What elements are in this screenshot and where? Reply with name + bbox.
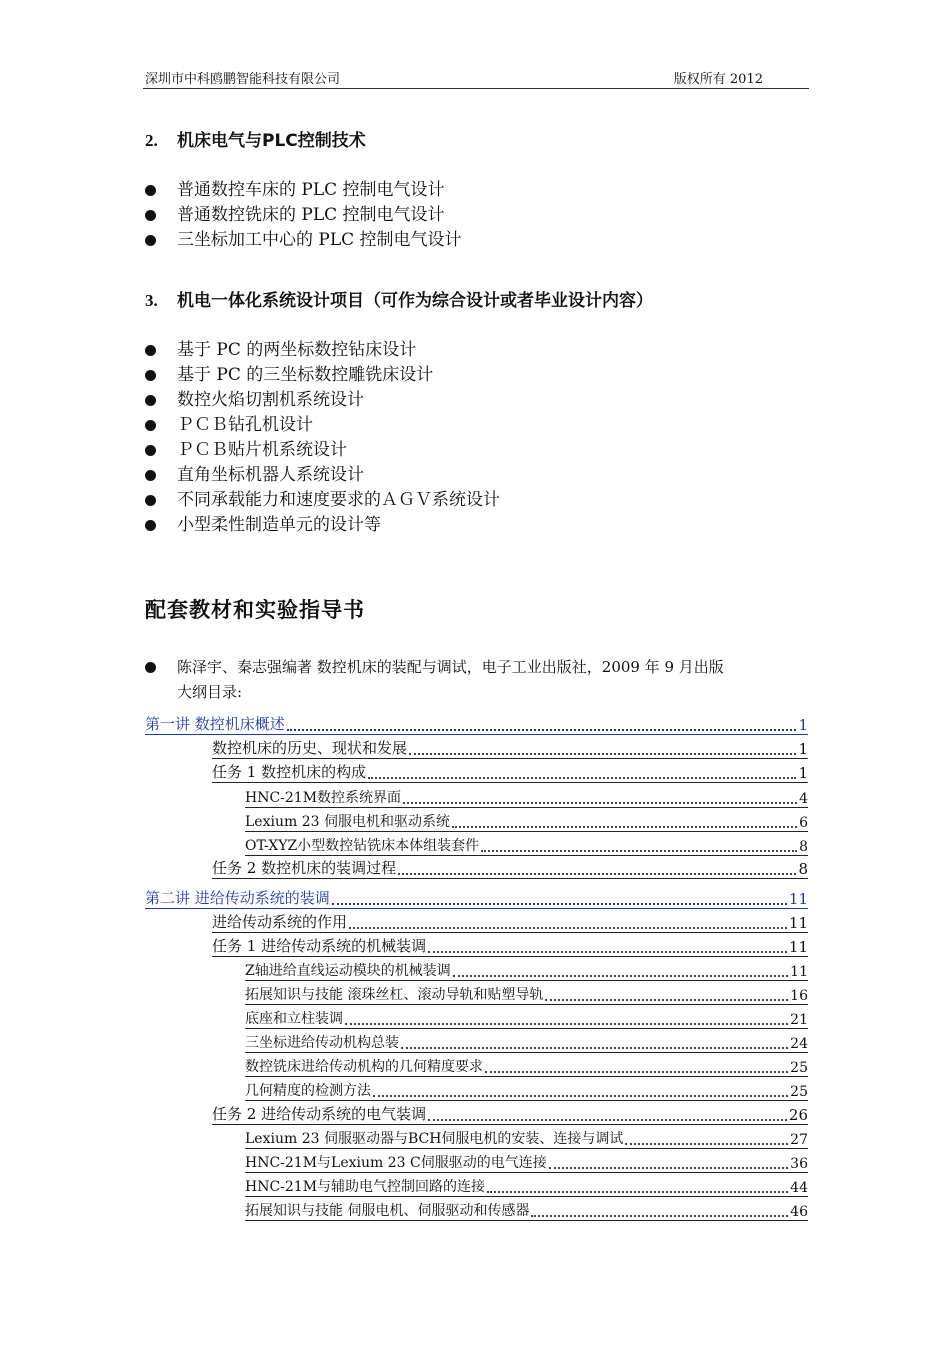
toc-page-number: 21	[790, 1012, 808, 1028]
toc-entry-title: 任务 2 数控机床的装调过程	[212, 859, 397, 877]
toc-page-number: 11	[790, 964, 808, 980]
section-3-title: 机电一体化系统设计项目（可作为综合设计或者毕业设计内容）	[177, 291, 653, 311]
header-copyright: 版权所有 2012	[673, 72, 763, 87]
toc-page-number: 6	[799, 815, 808, 831]
toc-page-number: 8	[799, 839, 808, 855]
toc-chapter-link[interactable]	[145, 886, 808, 909]
toc-entry-title: Lexium 23 伺服驱动器与BCH伺服电机的安装、连接与调试	[245, 1131, 624, 1147]
list-item: 普通数控车床的 PLC 控制电气设计	[145, 178, 462, 203]
toc-entry-title: 三坐标进给传动机构总装	[245, 1035, 399, 1051]
toc-entry-link[interactable]	[212, 1102, 808, 1125]
outline-label: 大纲目录:	[177, 683, 243, 701]
section-2-number: 2.	[145, 131, 158, 150]
toc-leader-dots	[428, 1105, 787, 1121]
toc-leader-dots	[409, 739, 796, 755]
toc-leader-dots	[531, 1201, 788, 1217]
section-3-number: 3.	[145, 291, 158, 310]
toc-entry-link[interactable]	[245, 1078, 808, 1101]
list-item: 基于 PC 的两坐标数控钻床设计	[145, 338, 500, 363]
toc-entry-link[interactable]	[245, 1006, 808, 1029]
toc-leader-dots	[453, 961, 788, 977]
toc-leader-dots	[332, 889, 787, 905]
toc-entry-link[interactable]	[245, 785, 808, 808]
list-item: 数控火焰切割机系统设计	[145, 388, 500, 413]
toc-entry-link[interactable]	[245, 833, 808, 856]
toc-page-number: 25	[790, 1060, 808, 1076]
toc-leader-dots	[452, 812, 797, 828]
toc-page-number: 8	[798, 860, 808, 878]
toc-entry-title: 拓展知识与技能 伺服电机、伺服驱动和传感器	[245, 1203, 530, 1219]
toc-entry-title: 几何精度的检测方法	[245, 1083, 371, 1099]
toc-entry-link[interactable]	[245, 1030, 808, 1053]
list-item: 基于 PC 的三坐标数控雕铣床设计	[145, 363, 500, 388]
toc-entry-link[interactable]	[212, 934, 808, 957]
toc-entry-title: 任务 1 数控机床的构成	[212, 763, 367, 781]
toc-entry-link[interactable]	[212, 760, 808, 783]
toc-page-number: 46	[790, 1204, 808, 1220]
toc-entry-link[interactable]	[245, 958, 808, 981]
toc-leader-dots	[545, 985, 788, 1001]
materials-heading: 配套教材和实验指导书	[145, 598, 365, 622]
toc-page-number: 1	[798, 716, 808, 734]
toc-leader-dots	[549, 1153, 788, 1169]
toc-entry-title: 底座和立柱装调	[245, 1011, 343, 1027]
toc-entry-link[interactable]	[245, 1150, 808, 1173]
toc-leader-dots	[481, 836, 797, 852]
toc-page-number: 11	[788, 890, 808, 908]
toc-page-number: 11	[788, 938, 808, 956]
toc-page-number: 16	[790, 988, 808, 1004]
toc-entry-title: HNC-21M数控系统界面	[245, 790, 402, 806]
toc-leader-dots	[373, 1081, 788, 1097]
toc-entry-link[interactable]	[245, 982, 808, 1005]
list-item: ＰＣＢ贴片机系统设计	[145, 438, 500, 463]
list-item: 小型柔性制造单元的设计等	[145, 513, 500, 538]
book-citation: 陈泽宇、秦志强编著 数控机床的装配与调试，电子工业出版社，2009 年 9 月出版	[177, 658, 724, 676]
toc-entry-link[interactable]	[212, 856, 808, 879]
toc-entry-link[interactable]	[245, 809, 808, 832]
toc-page-number: 1	[798, 764, 808, 782]
toc-entry-link[interactable]	[245, 1126, 808, 1149]
toc-page-number: 1	[798, 740, 808, 758]
toc-leader-dots	[345, 1009, 788, 1025]
toc-page-number: 36	[790, 1156, 808, 1172]
toc-entry-title: 数控机床的历史、现状和发展	[212, 739, 408, 757]
list-item: 三坐标加工中心的 PLC 控制电气设计	[145, 228, 462, 253]
toc-entry-link[interactable]	[245, 1198, 808, 1221]
toc-entry-title: HNC-21M与辅助电气控制回路的连接	[245, 1179, 486, 1195]
toc-page-number: 25	[790, 1084, 808, 1100]
list-item: ＰＣＢ钻孔机设计	[145, 413, 500, 438]
toc-leader-dots	[403, 788, 797, 804]
toc-page-number: 27	[790, 1132, 808, 1148]
toc-entry-title: 第二讲 进给传动系统的装调	[145, 889, 330, 907]
toc-entry-title: 任务 1 进给传动系统的机械装调	[212, 937, 427, 955]
toc-page-number: 44	[790, 1180, 808, 1196]
toc-entry-title: 第一讲 数控机床概述	[145, 715, 285, 733]
toc-leader-dots	[428, 937, 787, 953]
toc-leader-dots	[287, 715, 797, 731]
toc-entry-link[interactable]	[212, 910, 808, 933]
toc-entry-title: OT-XYZ小型数控钻铣床本体组装套件	[245, 838, 480, 854]
toc-chapter-link[interactable]	[145, 712, 808, 735]
toc-page-number: 26	[788, 1106, 808, 1124]
toc-leader-dots	[401, 1033, 788, 1049]
toc-entry-link[interactable]	[245, 1054, 808, 1077]
toc-leader-dots	[368, 763, 796, 779]
toc-entry-title: 拓展知识与技能 滚珠丝杠、滚动导轨和贴塑导轨	[245, 987, 544, 1003]
section-2-title: 机床电气与PLC控制技术	[177, 131, 366, 151]
toc-entry-title: HNC-21M与Lexium 23 C伺服驱动的电气连接	[245, 1155, 547, 1171]
toc-entry-link[interactable]	[212, 736, 808, 759]
toc-leader-dots	[349, 913, 787, 929]
toc-leader-dots	[487, 1177, 788, 1193]
list-item: 直角坐标机器人系统设计	[145, 463, 500, 488]
header-company: 深圳市中科鸥鹏智能科技有限公司	[145, 72, 341, 87]
toc-leader-dots	[485, 1057, 788, 1073]
toc-entry-title: 任务 2 进给传动系统的电气装调	[212, 1105, 427, 1123]
toc-leader-dots	[398, 859, 796, 875]
toc-page-number: 11	[788, 914, 808, 932]
toc-leader-dots	[625, 1129, 788, 1145]
toc-page-number: 4	[799, 791, 808, 807]
list-item: 普通数控铣床的 PLC 控制电气设计	[145, 203, 462, 228]
toc-entry-link[interactable]	[245, 1174, 808, 1197]
toc-page-number: 24	[790, 1036, 808, 1052]
toc-entry-title: 数控铣床进给传动机构的几何精度要求	[245, 1059, 483, 1075]
list-item: 不同承载能力和速度要求的ＡＧＶ系统设计	[145, 488, 500, 513]
toc-entry-title: Lexium 23 伺服电机和驱动系统	[245, 814, 450, 830]
toc-entry-title: 进给传动系统的作用	[212, 913, 348, 931]
toc-entry-title: Z轴进给直线运动模块的机械装调	[245, 963, 451, 979]
